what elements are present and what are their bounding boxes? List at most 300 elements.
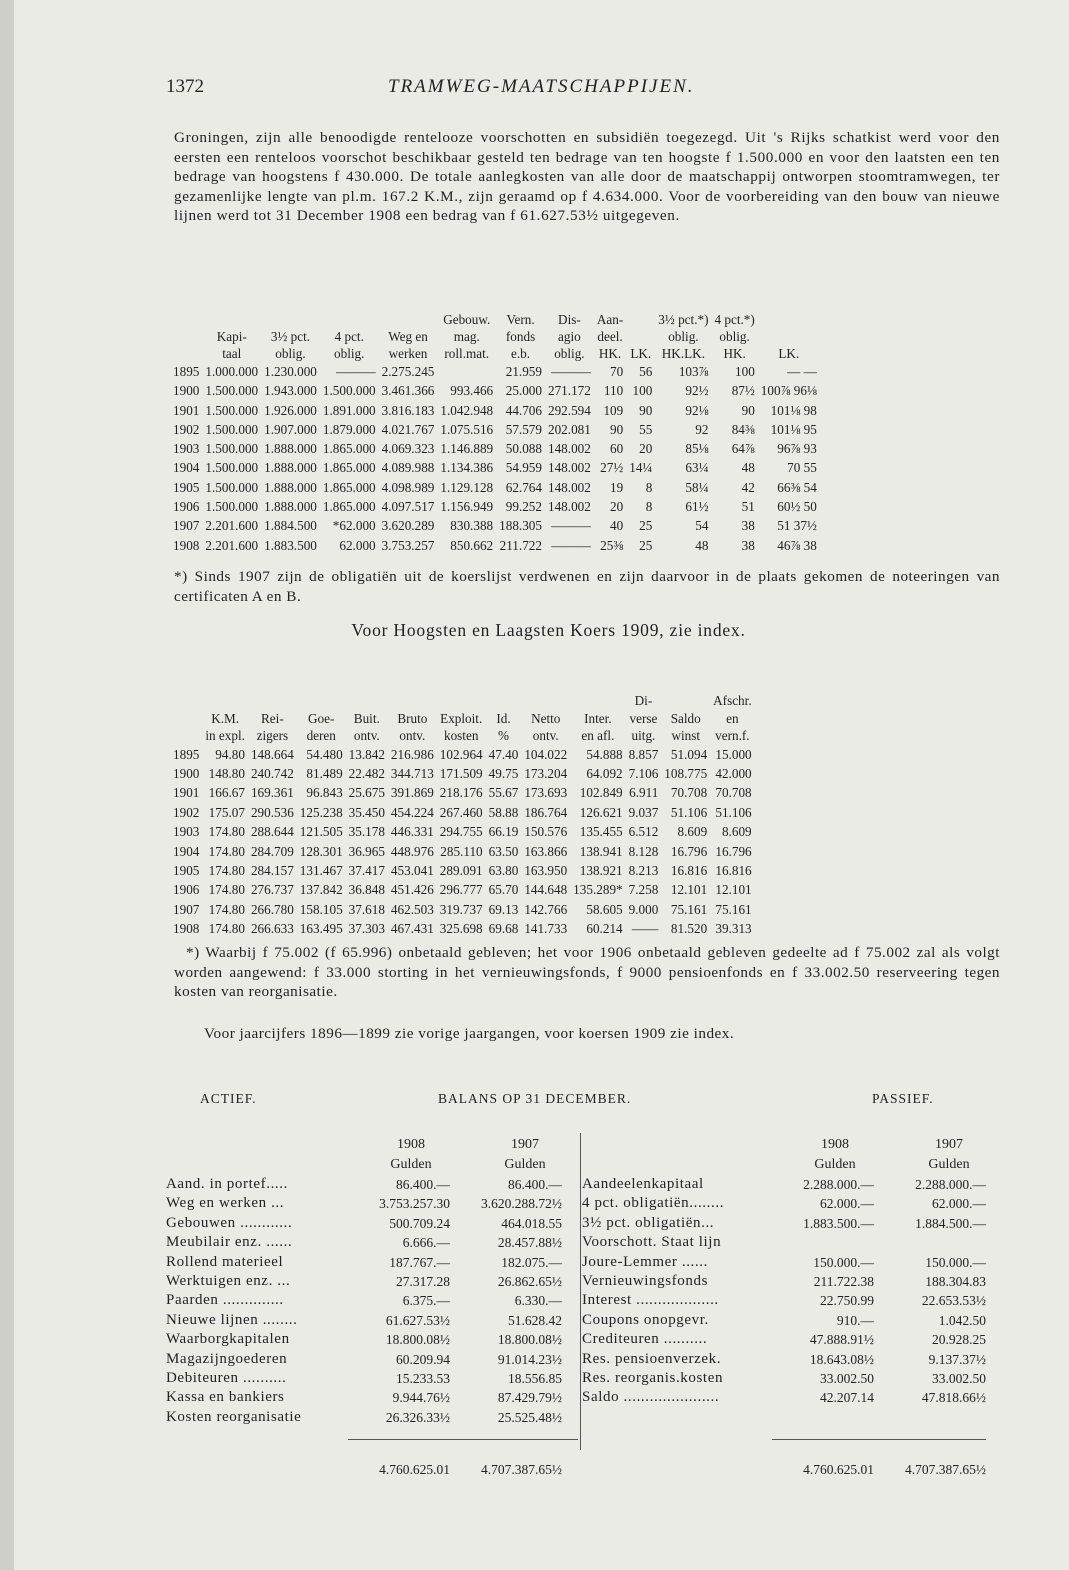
exploitation-table-value-cell: 173.204 (524, 765, 568, 781)
capital-table-value-cell: 4.021.767 (381, 421, 435, 437)
capital-table-header-cell: 3½ pct.*) (658, 312, 709, 327)
note-jaarcijfers: Voor jaarcijfers 1896—1899 zie vorige jaargangen, voor koersen 1909 zie index. (204, 1025, 735, 1042)
capital-table-header-cell: Dis- (558, 312, 581, 327)
exploitation-table-value-cell: 289.091 (439, 862, 483, 878)
capital-table-value-cell: 60½ 50 (777, 499, 817, 515)
actief-value-1908: 6.375.— (402, 1293, 450, 1309)
passief-value-1907: 62.000.— (932, 1196, 986, 1212)
capital-table-value-cell: 66⅜ 54 (777, 479, 817, 495)
exploitation-table-value-cell: 102.849 (579, 785, 623, 801)
exploitation-table-value-cell: 6.911 (629, 785, 659, 801)
capital-table-value-cell: 3.753.257 (381, 537, 435, 553)
exploitation-table-value-cell: 16.796 (670, 843, 708, 859)
capital-table-header-cell: Vern. (506, 312, 535, 327)
exploitation-table-header-cell (437, 692, 486, 710)
capital-table-header-cell: oblig. (334, 346, 365, 361)
actief-value-1908: 9.944.76½ (392, 1390, 450, 1406)
capital-table-value-cell: 1.500.000 (205, 479, 259, 495)
passief-total-1908: 4.760.625.01 (803, 1461, 874, 1477)
exploitation-table-value-cell: 6.512 (628, 824, 659, 840)
passief-year-1908: 1908 (821, 1137, 849, 1152)
page-title: TRAMWEG-MAATSCHAPPIJEN. (388, 76, 695, 97)
capital-table-value-cell: 1.888.000 (264, 479, 317, 495)
actief-row (166, 1369, 578, 1388)
exploitation-table-value-cell: 216.986 (390, 746, 434, 762)
capital-table-row (170, 381, 820, 400)
capital-table-value-cell: 1.500.000 (205, 383, 259, 399)
capital-table-value-cell: 92⅛ (685, 402, 709, 418)
capital-table-header-cell: LK. (778, 346, 800, 361)
exploitation-table-row (170, 764, 755, 783)
capital-table-value-cell: 4.069.323 (381, 441, 435, 457)
passief-label: Vernieuwingsfonds (582, 1272, 709, 1289)
passief-label: Crediteuren .......... (582, 1331, 708, 1348)
capital-table-value-cell: 56 (639, 364, 653, 379)
actief-row (166, 1214, 578, 1233)
capital-table-header-cell (758, 328, 820, 345)
actief-total-1907: 4.707.387.65½ (481, 1462, 562, 1478)
capital-table-value-cell: 271.172 (547, 383, 591, 399)
capital-table-value-cell: 148.002 (547, 479, 591, 495)
passief-column-header (582, 1135, 986, 1175)
exploitation-table-header-cell: ontv. (399, 728, 426, 743)
exploitation-table-value-cell: 16.796 (715, 843, 752, 859)
exploitation-table-value-cell: 135.455 (579, 824, 623, 840)
capital-table-header-cell (626, 311, 655, 328)
capital-table-row (170, 478, 820, 497)
exploitation-table-header-cell (346, 692, 388, 710)
passief-unit-1907: Gulden (928, 1157, 970, 1172)
exploitation-table-value-cell: 7.106 (628, 765, 659, 781)
capital-table-value-cell: 1.500.000 (205, 441, 259, 457)
actief-unit-1908: Gulden (390, 1157, 432, 1172)
capital-table-value-cell: 70 (610, 364, 624, 379)
passief-value-1907: 33.002.50 (932, 1370, 986, 1386)
capital-table-value-cell: 1.230.000 (264, 364, 317, 379)
exploitation-table-header-cell: deren (306, 728, 336, 743)
capital-table-header-cell: werken (388, 346, 428, 361)
capital-table-year-cell: 1907 (173, 518, 200, 534)
exploitation-table-value-cell: 16.816 (670, 862, 708, 878)
passief-label: Saldo ...................... (582, 1389, 720, 1406)
exploitation-table-value-cell: 138.921 (579, 862, 623, 878)
capital-table-value-cell: 14¼ (629, 460, 653, 476)
exploitation-table-header-cell: ontv. (353, 728, 380, 743)
passief-row (582, 1175, 986, 1194)
passief-year-1907: 1907 (935, 1137, 963, 1152)
actief-label: Weg en werken ... (166, 1195, 285, 1212)
passief-value-1907: 188.304.83 (925, 1273, 986, 1289)
exploitation-table-header-cell: Bruto (397, 710, 428, 726)
passief-label: Res. reorganis.kosten (582, 1369, 724, 1386)
exploitation-table-value-cell: 65.70 (488, 882, 519, 898)
capital-table-value-cell: 100 (632, 383, 653, 399)
capital-table-header-cell: roll.mat. (444, 346, 490, 361)
capital-table-value-cell: 25 (639, 537, 653, 553)
exploitation-table-header-cell: Rei- (261, 710, 284, 726)
capital-table-value-cell: 92½ (685, 383, 709, 399)
exploitation-table-value-cell: 325.698 (439, 921, 483, 937)
capital-table-value-cell: 1.134.386 (440, 460, 494, 476)
capital-table-header-cell: Weg en (388, 329, 428, 344)
exploitation-table-header-cell: Afschr. (713, 693, 752, 708)
capital-table-value-cell: 85⅛ (685, 441, 709, 457)
capital-table-value-cell: 148.002 (547, 460, 591, 476)
capital-table-header-cell: oblig. (275, 346, 306, 361)
passief-value-1908: 1.883.500.— (803, 1215, 874, 1231)
capital-table-header-cell: fonds (505, 329, 536, 344)
capital-table-row (170, 516, 820, 535)
exploitation-table-value-cell: 125.238 (299, 804, 343, 820)
passief-row (582, 1253, 986, 1272)
capital-table-value-cell: 1.888.000 (264, 499, 317, 515)
actief-value-1908: 500.709.24 (389, 1215, 450, 1231)
capital-table-value-cell: 202.081 (547, 421, 591, 437)
exploitation-table-value-cell: 150.576 (524, 824, 568, 840)
exploitation-table-value-cell: 35.450 (348, 804, 385, 820)
actief-row (166, 1388, 578, 1407)
passief-value-1908: 42.207.14 (820, 1390, 874, 1406)
capital-table-value-cell: 20 (639, 441, 653, 457)
actief-year-1908: 1908 (397, 1137, 425, 1152)
passief-row (582, 1233, 986, 1252)
capital-table-value-cell: 1.129.128 (440, 479, 494, 495)
capital-table-value-cell: 1.888.000 (264, 441, 317, 457)
actief-value-1908: 86.400.— (396, 1177, 450, 1192)
exploitation-table-value-cell: 54.480 (306, 746, 343, 762)
exploitation-table-year-cell: 1902 (173, 804, 200, 820)
exploitation-table-header-cell (170, 710, 202, 728)
capital-table-value-cell: 38 (741, 537, 755, 553)
capital-table-header-cell (170, 328, 202, 345)
exploitation-table-value-cell: 267.460 (439, 804, 483, 820)
actief-value-1907: 18.556.85 (508, 1370, 562, 1386)
capital-table-value-cell: 1.156.949 (440, 499, 494, 515)
exploitation-table-row (170, 861, 755, 880)
exploitation-table-header-row (170, 710, 755, 728)
exploitation-table-value-cell: 12.101 (715, 882, 752, 898)
exploitation-table-value-cell: 12.101 (670, 882, 708, 898)
exploitation-table-header-cell (202, 692, 248, 710)
actief-row (166, 1253, 578, 1272)
exploitation-table-value-cell: 163.950 (524, 862, 568, 878)
exploitation-table-value-cell: 391.869 (390, 785, 434, 801)
actief-totals (166, 1454, 578, 1480)
actief-value-1907: 86.400.— (508, 1177, 562, 1192)
capital-table-header-cell (202, 311, 261, 328)
capital-table-row (170, 420, 820, 439)
capital-table-value-cell: ——— (551, 518, 591, 534)
exploitation-table-value-cell: 144.648 (524, 882, 568, 898)
exploitation-table-value-cell: 37.303 (348, 921, 385, 937)
capital-table-value-cell: 101⅛ 98 (770, 402, 817, 418)
capital-table-value-cell: 2.201.600 (205, 518, 259, 534)
passief-label: Aandeelenkapitaal (582, 1176, 704, 1192)
passief-unit-1908: Gulden (814, 1157, 856, 1172)
capital-table-value-cell: 21.959 (505, 364, 542, 379)
exploitation-table-value-cell: 462.503 (390, 901, 434, 917)
capital-table-value-cell: 1.500.000 (205, 402, 259, 418)
capital-table-value-cell: ——— (551, 364, 591, 379)
exploitation-table-header-cell: Di- (634, 693, 653, 708)
capital-table-value-cell: 62.764 (505, 479, 542, 495)
capital-table-value-cell: 70 55 (787, 460, 817, 476)
capital-table-header-cell: HK. (598, 346, 622, 361)
capital-table-row (170, 401, 820, 420)
capital-table-value-cell: 62.000 (339, 537, 376, 553)
exploitation-table-header-cell: Saldo (670, 710, 701, 726)
exploitation-table-value-cell: 60.214 (586, 921, 623, 937)
actief-row (166, 1291, 578, 1310)
exploitation-table-value-cell: 319.737 (439, 901, 483, 917)
exploitation-table-value-cell: 51.106 (715, 804, 752, 820)
actief-row (166, 1175, 578, 1194)
passief-total-rule (772, 1439, 986, 1440)
exploitation-table-value-cell: 448.976 (390, 843, 434, 859)
capital-table-header-cell: 4 pct.*) (714, 312, 755, 327)
passief-row (582, 1388, 986, 1407)
capital-table-value-cell: 87½ (731, 383, 755, 399)
capital-table-value-cell: 110 (603, 383, 624, 399)
capital-table-value-cell: 1.891.000 (322, 402, 376, 418)
exploitation-table-value-cell: 141.733 (524, 921, 568, 937)
capital-table-value-cell: 1.075.516 (440, 421, 494, 437)
capital-table-row (170, 497, 820, 516)
actief-label: Aand. in portef..... (166, 1176, 288, 1192)
exploitation-table-value-cell: 63.50 (488, 843, 519, 859)
exploitation-table-header-cell: en afl. (581, 728, 615, 743)
exploitation-table-value-cell: 8.609 (721, 824, 752, 840)
capital-table-value-cell: 51 37½ (777, 518, 817, 534)
passief-value-1908: 2.288.000.— (803, 1177, 874, 1192)
capital-table-header-cell: taal (222, 346, 242, 361)
passief-row (582, 1272, 986, 1291)
capital-table-header-cell: Kapi- (216, 329, 247, 344)
exploitation-table-year-cell: 1900 (173, 765, 200, 781)
capital-table-value-cell: 101⅛ 95 (770, 421, 817, 437)
capital-table-value-cell: 1.926.000 (264, 402, 317, 418)
exploitation-table-value-cell: 173.693 (524, 785, 568, 801)
actief-value-1907: 18.800.08½ (497, 1332, 562, 1348)
exploitation-table-header-cell (521, 692, 570, 710)
exploitation-table-value-cell: 7.258 (628, 882, 659, 898)
capital-table-value-cell: 8 (645, 499, 653, 515)
exploitation-table-value-cell: 51.094 (670, 746, 708, 762)
capital-table-value-cell: 830.388 (450, 518, 494, 534)
exploitation-table-header-cell: K.M. (211, 710, 240, 726)
capital-table-header-row (170, 328, 820, 345)
capital-table-value-cell: 90 (741, 402, 755, 418)
passief-value-1908: 22.750.99 (820, 1293, 874, 1309)
actief-row (166, 1233, 578, 1252)
passief-row (582, 1291, 986, 1310)
exploitation-table-value-cell: 169.361 (250, 785, 294, 801)
capital-table-value-cell: ——— (336, 364, 376, 379)
footnote-obligations: *) Sinds 1907 zijn de obligatiën uit de koerslijst verdwenen en zijn daarvoor in de plaats gekomen de noteeringen van certificaten A en B. (174, 568, 1000, 605)
actief-label: Meubilair enz. ...... (166, 1234, 293, 1251)
exploitation-table-value-cell: 8.857 (628, 746, 659, 762)
capital-table-value-cell: 1.943.000 (264, 383, 317, 399)
exploitation-table-header-cell (388, 692, 437, 710)
exploitation-table-value-cell: 175.07 (208, 804, 245, 820)
exploitation-table-value-cell: 75.161 (670, 901, 708, 917)
actief-label: Gebouwen ............ (166, 1214, 293, 1231)
passief-value-1908: 150.000.— (813, 1254, 874, 1270)
capital-table-year-cell: 1908 (173, 537, 200, 553)
capital-table-value-cell: 100⅞ 96⅛ (760, 383, 817, 399)
capital-table-header-cell: Aan- (596, 312, 624, 327)
exploitation-table-value-cell: 70.708 (715, 785, 752, 801)
actief-row (166, 1350, 578, 1369)
exploitation-table-value-cell: 36.848 (348, 882, 385, 898)
capital-table-header-cell (626, 328, 655, 345)
actief-value-1908: 61.627.53½ (385, 1312, 450, 1328)
capital-table-value-cell: 1.865.000 (322, 479, 376, 495)
exploitation-table-value-cell: 131.467 (299, 862, 343, 878)
exploitation-table-value-cell: 66.19 (488, 824, 519, 840)
actief-row (166, 1272, 578, 1291)
passief-value-1908: 18.643.08½ (809, 1351, 874, 1367)
exploitation-table-value-cell: 142.766 (524, 901, 568, 917)
capital-table-value-cell: 25 (639, 518, 653, 534)
actief-label: Debiteuren .......... (166, 1369, 287, 1386)
exploitation-table-value-cell: 75.161 (715, 901, 752, 917)
exploitation-table-header-row (170, 727, 755, 745)
actief-value-1907: 3.620.288.72½ (481, 1196, 562, 1212)
capital-table-header-row (170, 311, 820, 328)
exploitation-table-value-cell: 451.426 (390, 882, 434, 898)
capital-table-value-cell: 3.816.183 (381, 402, 435, 418)
actief-label: Kosten reorganisatie (166, 1408, 302, 1425)
capital-table-value-cell: 20 (610, 499, 624, 515)
exploitation-table-value-cell: 276.737 (250, 882, 294, 898)
capital-table-value-cell: 4.089.988 (381, 460, 435, 476)
capital-table-value-cell: 48 (695, 537, 709, 553)
exploitation-table-value-cell: 135.289* (573, 882, 623, 898)
exploitation-table-value-cell: 36.965 (348, 843, 385, 859)
capital-table-year-cell: 1895 (173, 364, 200, 379)
passief-value-1907: 47.818.66½ (921, 1390, 986, 1406)
balance-actief (166, 1135, 578, 1480)
exploitation-table-year-cell: 1906 (173, 882, 200, 898)
capital-table-value-cell: 57.579 (505, 421, 542, 437)
exploitation-table-value-cell: 128.301 (299, 843, 343, 859)
exploitation-table-year-cell: 1903 (173, 824, 200, 840)
passief-value-1907: 1.042.50 (938, 1312, 986, 1328)
passief-row (582, 1311, 986, 1330)
exploitation-table-row (170, 842, 755, 861)
capital-table-value-cell: 96⅞ 93 (777, 441, 817, 457)
capital-table-value-cell: 1.865.000 (322, 441, 376, 457)
actief-label: Paarden .............. (166, 1292, 284, 1309)
exploitation-table-value-cell: 174.80 (208, 901, 245, 917)
exploitation-table-value-cell: 25.675 (348, 785, 385, 801)
exploitation-table-header-cell: Netto (531, 710, 561, 726)
capital-table-year-cell: 1900 (173, 383, 200, 399)
capital-table-value-cell: 99.252 (505, 499, 542, 515)
exploitation-table-value-cell: 22.482 (348, 765, 385, 781)
exploitation-table-year-cell: 1901 (173, 785, 200, 801)
exploitation-table-header-cell: ontv. (532, 728, 559, 743)
capital-table-header-cell: e.b. (511, 346, 531, 361)
capital-table-year-cell: 1903 (173, 441, 200, 457)
exploitation-table-value-cell: 294.755 (439, 824, 483, 840)
exploitation-table-value-cell: 288.644 (250, 824, 294, 840)
capital-table-value-cell: 4.098.989 (381, 479, 435, 495)
passief-label: 4 pct. obligatiën........ (582, 1195, 725, 1212)
exploitation-table-value-cell: 171.509 (439, 765, 483, 781)
capital-table-value-cell: 51 (741, 499, 755, 515)
exploitation-table-year-cell: 1907 (173, 901, 200, 917)
exploitation-table-value-cell: 174.80 (208, 882, 245, 898)
capital-table-value-cell: 1.883.500 (264, 537, 317, 553)
exploitation-table-value-cell: 240.742 (250, 765, 294, 781)
capital-table-header-cell: oblig. (719, 329, 750, 344)
capital-table-value-cell: 84⅜ (731, 421, 755, 437)
actief-value-1908: 3.753.257.30 (379, 1196, 450, 1212)
exploitation-table-header-cell (570, 692, 625, 710)
actief-value-1908: 27.317.28 (396, 1273, 450, 1289)
capital-table-value-cell: 27½ (600, 460, 624, 476)
capital-table-value-cell: 148.002 (547, 441, 591, 457)
exploitation-table-row (170, 783, 755, 802)
balance-passief (582, 1135, 986, 1480)
passief-row (582, 1369, 986, 1388)
actief-value-1908: 6.666.— (402, 1235, 450, 1251)
exploitation-table-value-cell: 284.157 (250, 862, 294, 878)
capital-table-value-cell: 42 (741, 479, 755, 495)
exploitation-table-value-cell: 285.110 (440, 843, 483, 859)
capital-table-header-row (170, 345, 820, 362)
exploitation-table-value-cell: 218.176 (439, 785, 483, 801)
exploitation-table-header-row (170, 692, 755, 710)
capital-table-value-cell: 2.201.600 (205, 537, 259, 553)
capital-table-value-cell: 850.662 (450, 537, 494, 553)
passief-value-1907: 150.000.— (925, 1254, 986, 1270)
exploitation-table-value-cell: 8.128 (628, 843, 659, 859)
actief-value-1907: 464.018.55 (501, 1215, 562, 1231)
actief-value-1907: 26.862.65½ (497, 1273, 562, 1289)
exploitation-table-year-cell: 1895 (173, 746, 200, 762)
exploitation-table-value-cell: 96.843 (306, 785, 343, 801)
exploitation-table-value-cell: 9.037 (628, 804, 659, 820)
capital-table-value-cell: 103⅞ (678, 364, 709, 379)
exploitation-table-value-cell: 453.041 (390, 862, 434, 878)
actief-value-1907: 25.525.48½ (497, 1409, 562, 1425)
capital-table-value-cell: 61½ (685, 499, 709, 515)
balance-title: BALANS OP 31 DECEMBER. (438, 1091, 632, 1106)
exploitation-table-header-cell: zigers (256, 728, 289, 743)
exploitation-table-value-cell: 266.633 (250, 921, 294, 937)
capital-table-header-cell: Gebouw. (443, 312, 491, 327)
capital-table-header-cell (170, 345, 202, 362)
exploitation-table-header-cell (486, 692, 522, 710)
capital-table-value-cell: 58¼ (685, 479, 709, 495)
passief-value-1907: 9.137.37½ (928, 1351, 986, 1367)
exploitation-table-value-cell: 16.816 (715, 862, 752, 878)
exploitation-table-value-cell: 35.178 (348, 824, 385, 840)
passief-value-1908: 211.722.38 (813, 1273, 874, 1289)
passief-row (582, 1194, 986, 1213)
exploitation-table-value-cell: 15.000 (715, 746, 752, 762)
actief-value-1908: 18.800.08½ (385, 1332, 450, 1348)
section-heading-koers: Voor Hoogsten en Laagsten Koers 1909, zie index. (351, 620, 746, 640)
capital-table-value-cell: 38 (741, 518, 755, 534)
capital-table-value-cell: 1.879.000 (322, 421, 376, 437)
exploitation-table-value-cell: 137.842 (299, 882, 343, 898)
exploitation-table-value-cell: 81.489 (306, 765, 343, 781)
exploitation-table-year-cell: 1904 (173, 843, 200, 859)
